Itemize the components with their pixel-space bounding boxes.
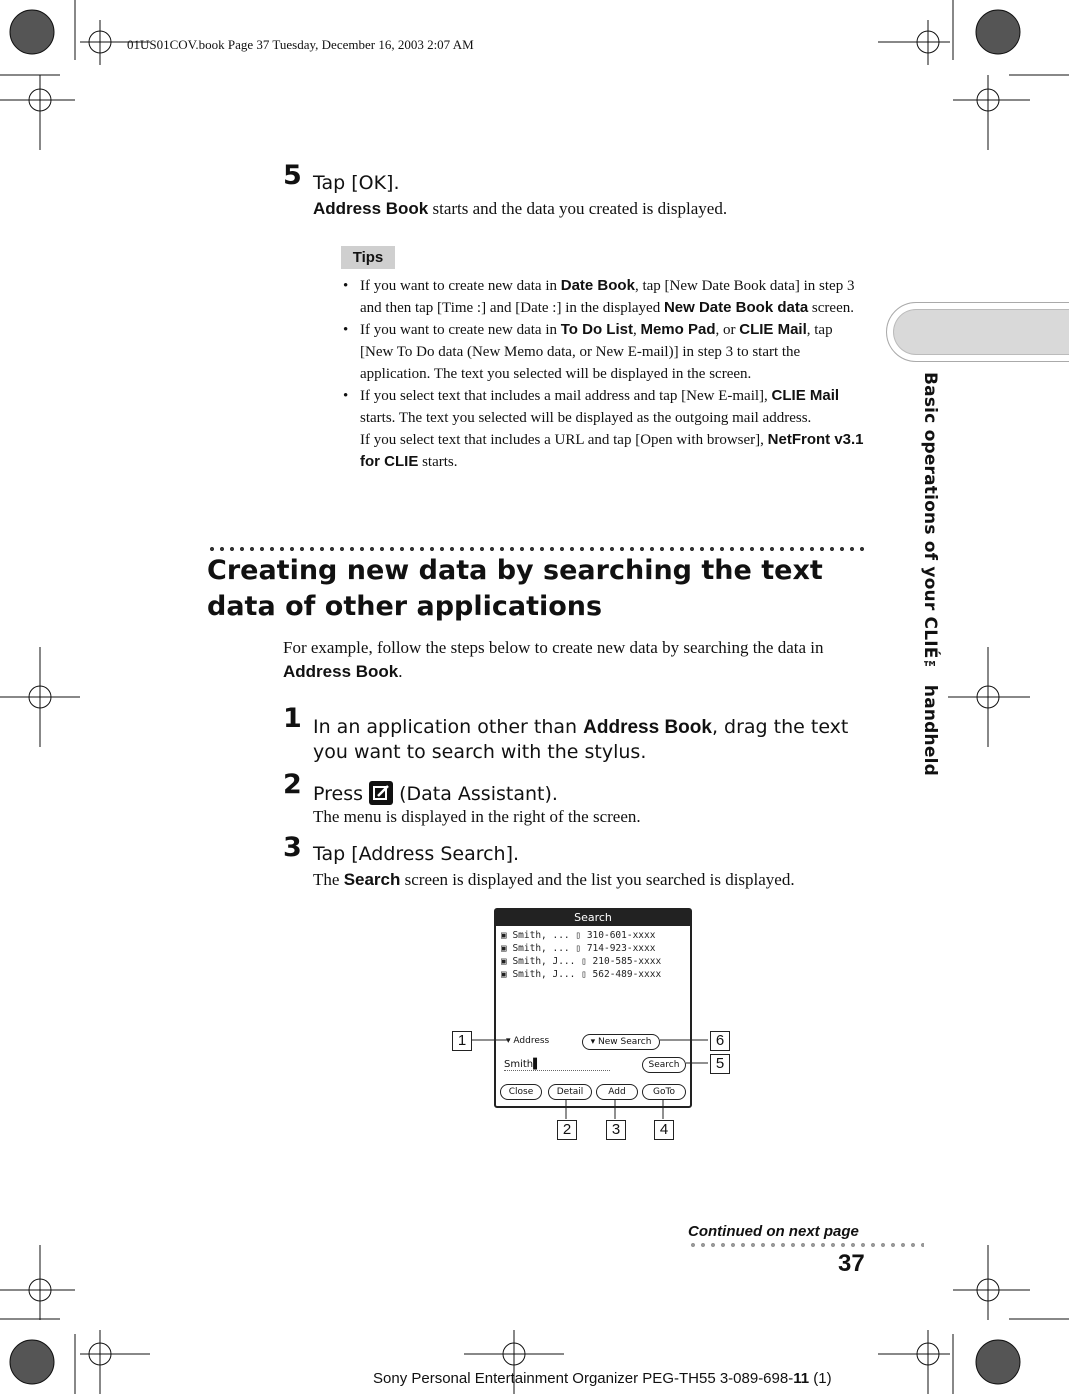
tips-label: Tips	[341, 246, 395, 269]
list-item[interactable]: ▣ Smith, J... ▯ 210-585-xxxx	[501, 956, 662, 967]
step-5-title: Tap [OK].	[313, 172, 400, 194]
new-search-dropdown[interactable]: ▾ New Search	[582, 1034, 660, 1050]
book-header-line: 01US01COV.book Page 37 Tuesday, December 16, 2003 2:07 AM	[127, 37, 474, 52]
search-button[interactable]: Search	[642, 1057, 686, 1073]
section-heading: Creating new data by searching the text data of other applications	[207, 555, 823, 622]
callout-6: 6	[710, 1031, 730, 1051]
search-input[interactable]: Smith▌	[504, 1059, 610, 1071]
step-3-title: Tap [Address Search].	[313, 843, 520, 865]
step-1-title: In an application other than Address Book, drag the text you want to search with the stylus.	[313, 716, 849, 763]
step-3-number: 3	[283, 832, 302, 863]
callout-1: 1	[452, 1031, 472, 1051]
step-2-desc: The menu is displayed in the right of the screen.	[313, 807, 641, 826]
callout-5: 5	[710, 1054, 730, 1074]
callout-2: 2	[557, 1120, 577, 1140]
screen-title: Search	[496, 910, 690, 926]
continued-dots	[688, 1242, 924, 1248]
step-3-desc: The Search screen is displayed and the list you searched is displayed.	[313, 870, 795, 889]
page-number: 37	[838, 1250, 865, 1277]
goto-button[interactable]: GoTo	[642, 1084, 686, 1100]
tip-item: • If you select text that includes a mail address and tap [New E-mail], CLIE Mail starts. The text you selected will be displayed as the outgoing mail address. If you select text that includes a URL and tap [Open with browser], NetFront v3.1 for CLIE starts.	[343, 387, 864, 470]
tip-item: • If you want to create new data in Date Book, tap [New Date Book data] in step 3 and then tap [Time :] and [Date :] in the displayed New Date Book data screen.	[343, 277, 855, 316]
detail-button[interactable]: Detail	[548, 1084, 592, 1100]
section-intro: For example, follow the steps below to create new data by searching the data in Address Book.	[283, 638, 824, 681]
address-selector[interactable]: ▾ Address	[506, 1036, 550, 1046]
list-item[interactable]: ▣ Smith, ... ▯ 310-601-xxxx	[501, 930, 656, 941]
step-1-number: 1	[283, 703, 302, 734]
add-button[interactable]: Add	[596, 1084, 638, 1100]
step-2-title: Press (Data Assistant).	[313, 783, 558, 805]
chapter-side-title: Basic operations of your CLIÉ™ handheld	[920, 372, 940, 776]
list-item[interactable]: ▣ Smith, ... ▯ 714-923-xxxx	[501, 943, 656, 954]
continued-label: Continued on next page	[688, 1223, 859, 1240]
tip-item: • If you want to create new data in To Do List, Memo Pad, or CLIE Mail, tap [New To Do data (New Memo data, or New E-mail)] in step 3 to start the application. The text you selected will be displayed in the screen.	[343, 321, 833, 382]
step-2-number: 2	[283, 769, 302, 800]
product-footer: Sony Personal Entertainment Organizer PEG-TH55 3-089-698-11 (1)	[373, 1370, 832, 1387]
callout-4: 4	[654, 1120, 674, 1140]
list-item[interactable]: ▣ Smith, J... ▯ 562-489-xxxx	[501, 969, 662, 980]
step-5-number: 5	[283, 160, 302, 191]
close-button[interactable]: Close	[500, 1084, 542, 1100]
step-5-desc: Address Book starts and the data you created is displayed.	[313, 199, 728, 218]
callout-3: 3	[606, 1120, 626, 1140]
